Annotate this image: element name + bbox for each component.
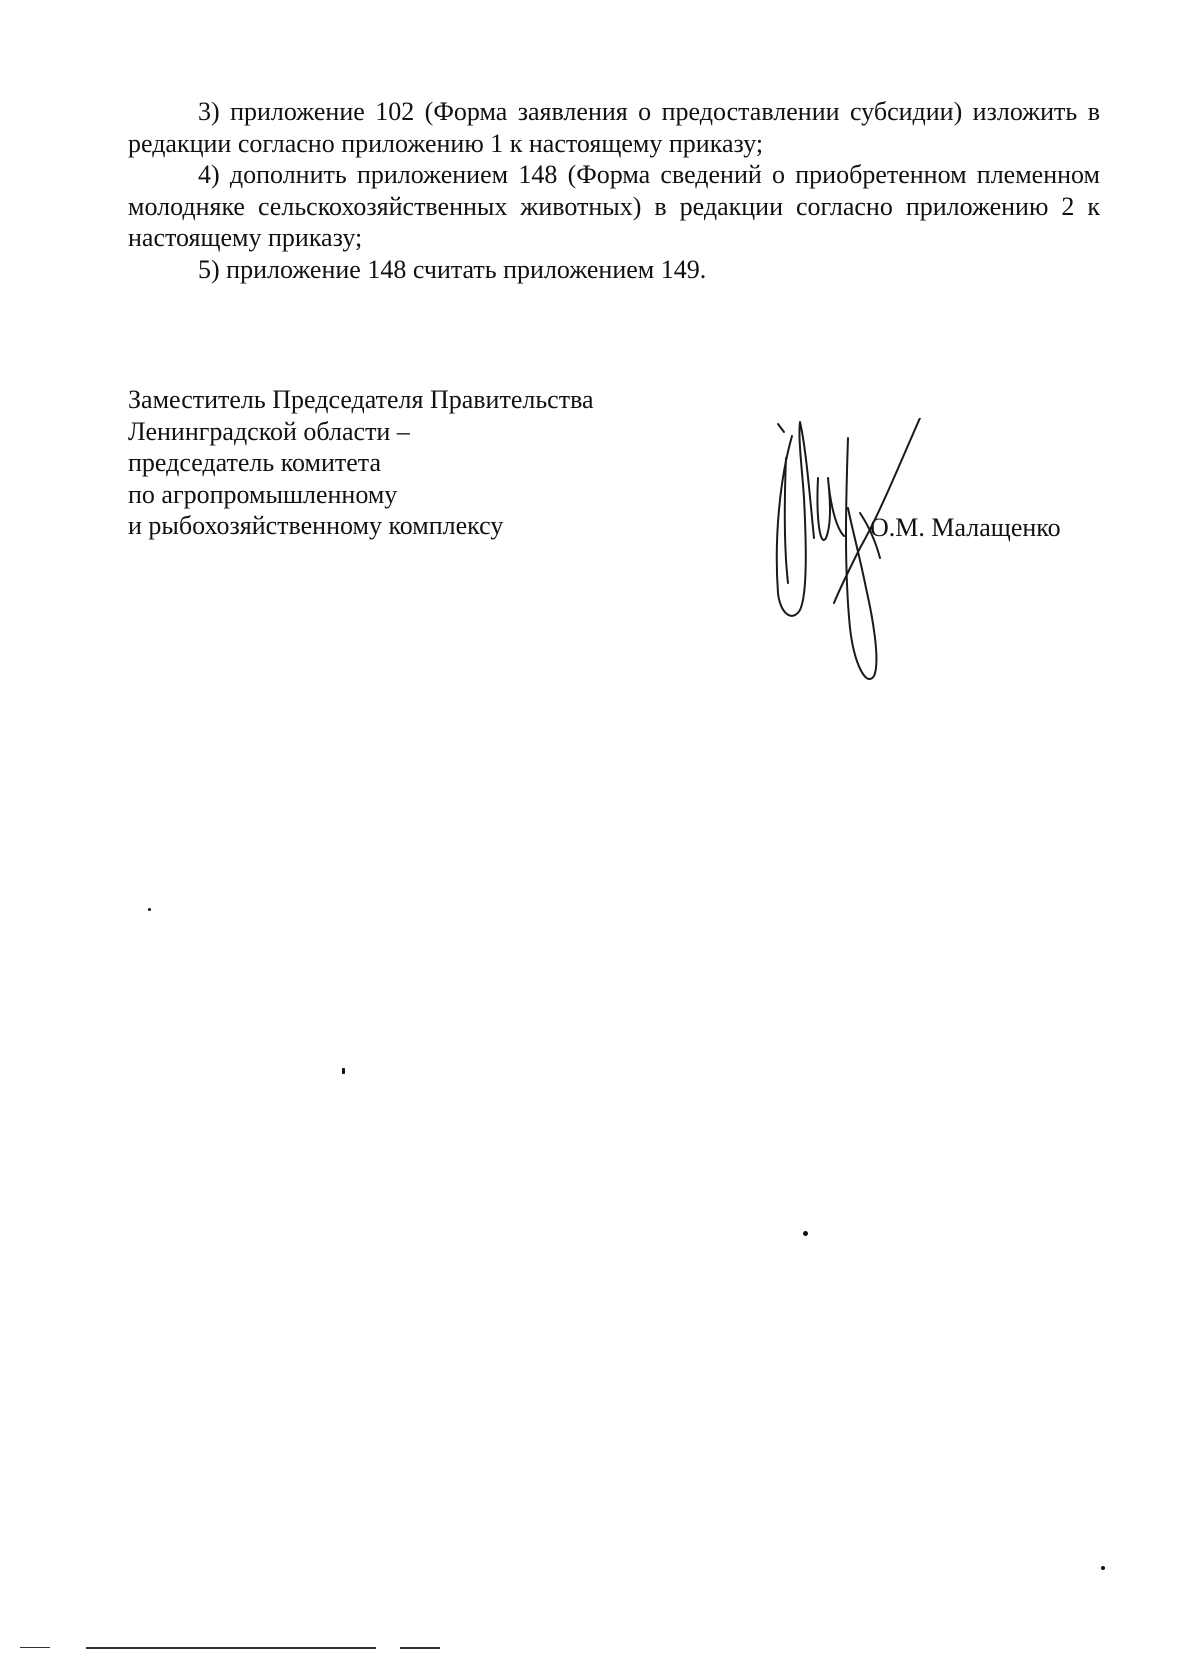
- scan-edge-line: [86, 1647, 376, 1649]
- handwritten-signature: [770, 418, 940, 708]
- signatory-position: [128, 384, 688, 542]
- position-line-4: по агропромышленному: [128, 479, 398, 509]
- position-line-1: Заместитель Председателя Правительства: [128, 385, 594, 414]
- scan-speck: [803, 1231, 808, 1236]
- signatory-name: О.М. Малащенко: [870, 513, 1061, 542]
- position-line-2: Ленинградской области –: [128, 416, 410, 446]
- scan-speck: [148, 908, 151, 911]
- order-item-5: 5) приложение 148 считать приложением 149.: [198, 254, 707, 284]
- scan-edge-line: [20, 1647, 50, 1648]
- position-line-3: председатель комитета: [128, 448, 382, 477]
- order-item-4: 4) дополнить приложением 148 (Форма сведений о приобретенном племенном молодняке сельскохозяйственных животных) в редакции согласно приложению 2 к настоящему приказу;: [128, 160, 1100, 252]
- order-items: [128, 96, 1100, 285]
- scan-speck: [342, 1068, 345, 1074]
- position-line-5: и рыбохозяйственному комплексу: [128, 511, 504, 540]
- order-item-3: 3) приложение 102 (Форма заявления о предоставлении субсидии) изложить в редакции согласно приложению 1 к настоящему приказу;: [128, 97, 1100, 158]
- scan-speck: [1101, 1566, 1105, 1570]
- scan-edge-line: [400, 1647, 440, 1649]
